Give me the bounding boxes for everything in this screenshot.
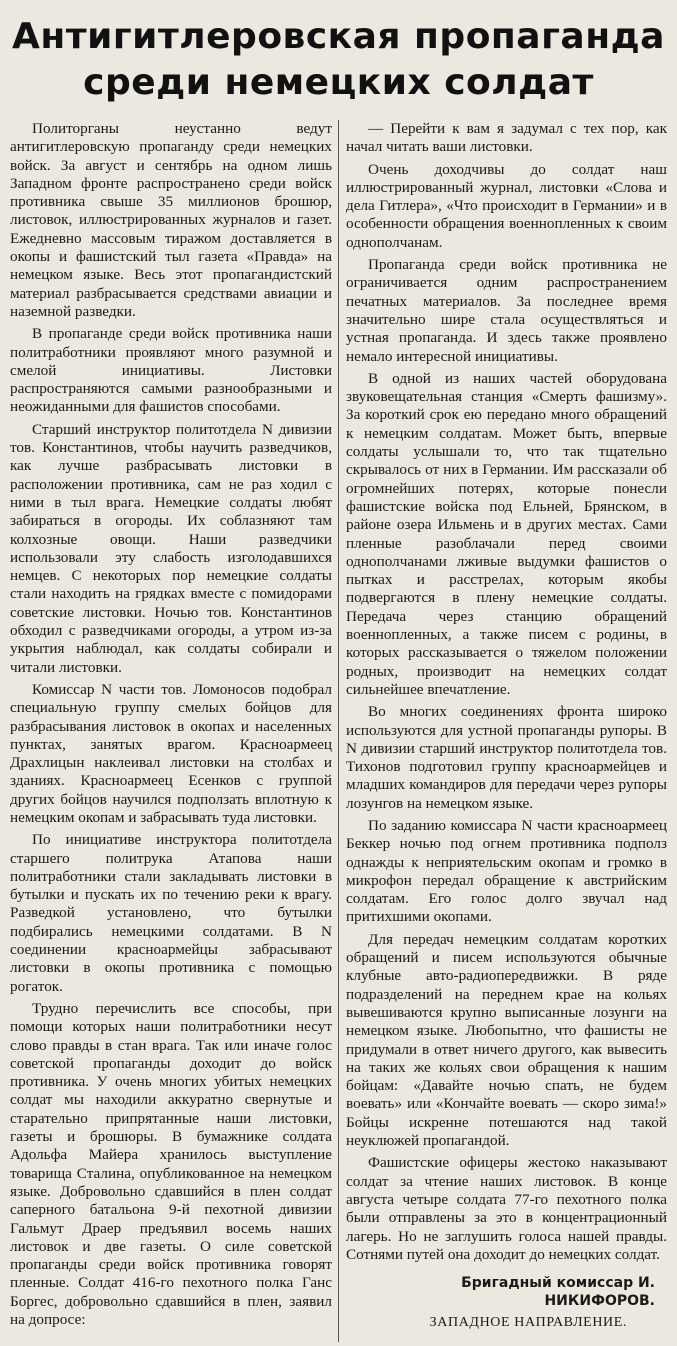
paragraph: В одной из наших частей оборудована звуковещательная станция «Смерть фашизму». За короткий срок ею передано много обращений к немецким солдатам. Может быть, впервые солдаты услышали то, что так тщательно скрывалось от них в Германии. Им рассказали об огромнейших потерях, которые понесли фашистские войска под Ельней, Брянском, в районе озера Ильмень и в других местах. Сами пленные разоблачали перед своими однополчанами лживые выдумки фашистов о пытках и расстрелах, которым якобы подвергаются в плену немецкие солдаты. Передача через станцию обращений военнопленных, а также писем с родины, в которых рассказывается о тяжелом положении родных, производит на немецких солдат сильнейшее впечатление.: [346, 369, 667, 698]
paragraph: Трудно перечислить все способы, при помощи которых наши политработники несут слово правды в стан врага. Так или иначе голос советской пропаганды доходит до войск противника. У очень многих убитых немецких солдат мы находили аккуратно свернутые и старательно припрятанные наши листовки, газеты и брошюры. В бумажнике солдата Адольфа Майера хранилось выступление товарища Сталина, опубликованное на немецком языке. Добровольно сдавшийся в плен солдат саперного батальона 9-й пехотной дивизии Гальмут Драер предъявил восемь наших листовок и две газеты. О силе советской пропаганды среди войск противника говорят пленные. Солдат 416-го пехотного полка Ганс Боргес, добровольно сдавшийся в плен, заявил на допросе:: [10, 999, 332, 1328]
paragraph: Старший инструктор политотдела N дивизии тов. Константинов, чтобы научить разведчиков, как лучше разбрасывать листовки в расположении противника, сам не раз ходил с ними в тыл врага. Немецкие солдаты любят забираться в огороды. Их соблазняют там колхозные овощи. Наши разведчики использовали эту слабость изголодавшихся немцев. С некоторых пор немецкие солдаты стали находить на грядках вместе с помидорами советские листовки. Ночью тов. Константинов обходил с разведчиками огороды, а утром из-за укрытия наблюдал, как солдаты собирали и читали листовки.: [10, 420, 332, 676]
article-headline: [8, 14, 669, 106]
paragraph: Очень доходчивы до солдат наш иллюстрированный журнал, листовки «Слова и дела Гитлера», «Что происходит в Германии» и в особенности обращения военнопленных к своим однополчанам.: [346, 160, 667, 251]
paragraph: Пропаганда среди войск противника не ограничивается одним распространением печатных материалов. За последнее время значительно шире стала осуществляться и устная пропаганда. И здесь также проявлено немало интересной инициативы.: [346, 256, 667, 365]
paragraph: Фашистские офицеры жестоко наказывают солдат за чтение наших листовок. В конце августа четыре солдата 77-го пехотного полка были отправлены за это в концентрационный лагерь. Но не заглушить голоса нашей правды. Сотнями путей она доходит до немецких солдат.: [346, 1154, 667, 1263]
paragraph: Для передач немецким солдатам коротких обращений и писем используются обычные клубные авто-радиопередвижки. В ряде подразделений на переднем крае на кольях вывешиваются крупно выписанные лозунги на немецком языке. Любопытно, что фашисты не придумали в ответ ничего другого, как вывесить на таких же кольях свои обращения к нашим бойцам: «Давайте ночью спать, не будем воевать» или «Кончайте воевать — скоро зима!» Бойцы искренне потешаются над такой неуклюжей пропагандой.: [346, 930, 667, 1150]
left-column: [6, 120, 338, 1342]
author-signature: Бригадный комиссар И. НИКИФОРОВ.: [461, 1275, 655, 1310]
paragraph: По инициативе инструктора политотдела старшего политрука Атапова наши политработники стали закладывать листовки в бутылки и пускать их по течению реки к врагу. Разведкой установлено, что бутылки подбирались немецкими солдатами. В N соединении красноармейцы забрасывают листовки в окопы противника с помощью рогаток.: [10, 831, 332, 995]
paragraph: В пропаганде среди войск противника наши политработники проявляют много разумной и смелой инициативы. Листовки распространяются самыми разнообразными и неожиданными для фашистов способами.: [10, 325, 332, 416]
paragraph: Политорганы неустанно ведут антигитлеровскую пропаганду среди немецких войск. За август и сентябрь на одном лишь Западном фронте распространено среди войск противника свыше 35 миллионов брошюр, листовок, иллюстрированных журналов и газет. Ежедневно массовым тиражом доставляется в окопы и фашистский тыл газета «Правда» на немецком языке. Весь этот пропагандистский материал разбрасывается средствами авиации и наземной разведки.: [10, 120, 332, 320]
headline-line-1: Антигитлеровская пропаганда: [12, 16, 665, 57]
paragraph: Комиссар N части тов. Ломоносов подобрал специальную группу смелых бойцов для разбрасывания листовок в окопах и населенных пунктах, занятых врагом. Красноармеец Драхлицын наклеивал листовки на столбах и зданиях. Красноармеец Есенков с группой других бойцов научился подползать вплотную к немецким окопам и забрасывать туда листовки.: [10, 680, 332, 826]
paragraph: По заданию комиссара N части красноармеец Беккер ночью под огнем противника подполз однажды к неприятельским окопам и громко в микрофон передал обращение к австрийским солдатам. Его голос долго звучал над притихшими окопами.: [346, 816, 667, 926]
paragraph: — Перейти к вам я задумал с тех пор, как начал читать ваши листовки.: [346, 120, 667, 156]
dateline: ЗАПАДНОЕ НАПРАВЛЕНИЕ.: [429, 1315, 627, 1331]
paragraph: Во многих соединениях фронта широко используются для устной пропаганды рупоры. В N дивизии старший инструктор политотдела тов. Тихонов подготовил группу красноармейцев и младших командиров для передачи через рупоры лозунгов на немецком языке.: [346, 703, 667, 812]
right-column: [339, 120, 671, 1342]
headline-line-2: среди немецких солдат: [83, 62, 594, 103]
article-body: [6, 120, 671, 1342]
